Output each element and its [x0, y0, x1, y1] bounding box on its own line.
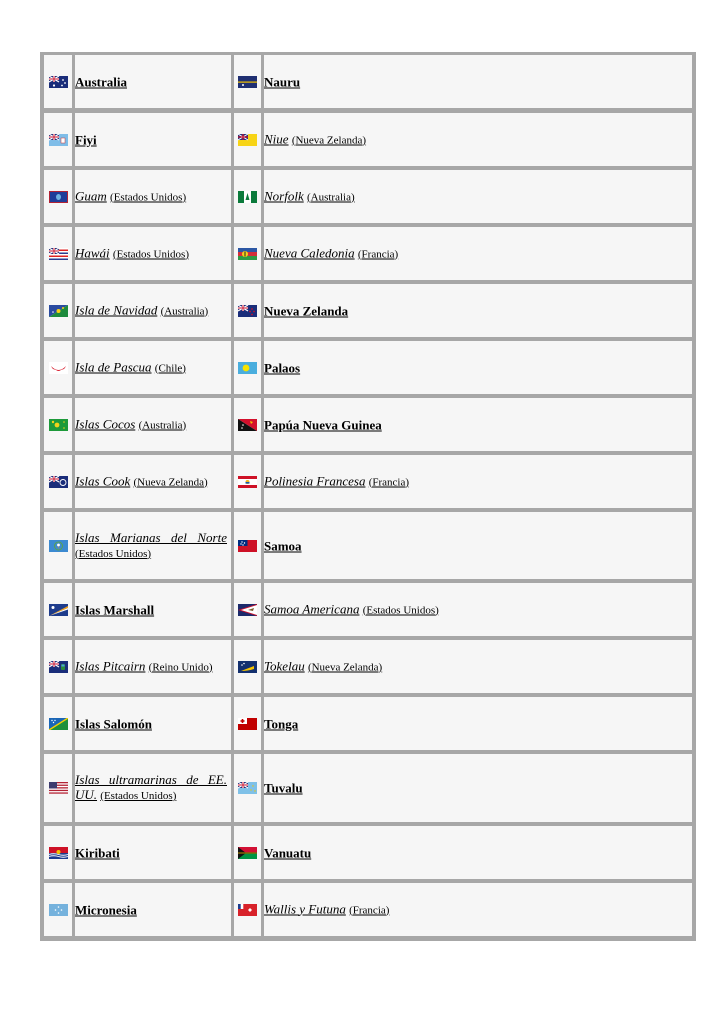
territory-text — [75, 74, 227, 89]
territory-cell — [75, 284, 231, 337]
flag-cell — [44, 170, 72, 223]
territory-cell — [75, 55, 231, 108]
sovereignty-label[interactable]: (Nueva Zelanda) — [133, 476, 208, 488]
flag-cell — [44, 697, 72, 750]
territory-cell — [264, 455, 692, 508]
territory-text — [264, 538, 688, 553]
flag-cell — [44, 455, 72, 508]
territory-text — [75, 716, 227, 731]
territory-link[interactable]: Islas Cocos — [75, 416, 136, 431]
territory-text — [264, 74, 688, 89]
flag-cell — [44, 55, 72, 108]
territory-cell — [75, 170, 231, 223]
flag-cell — [44, 583, 72, 636]
us-flag-icon — [49, 782, 68, 794]
new-caledonia-flag-icon — [238, 248, 257, 260]
territory-cell — [75, 583, 231, 636]
territory-cell — [264, 113, 692, 166]
territory-cell — [75, 113, 231, 166]
territory-cell — [75, 883, 231, 936]
territory-cell — [264, 640, 692, 693]
flag-cell — [44, 398, 72, 451]
territory-cell — [264, 512, 692, 579]
solomon-islands-flag-icon — [49, 718, 68, 730]
territory-text — [264, 473, 688, 490]
flag-cell — [44, 512, 72, 579]
flag-cell — [44, 284, 72, 337]
territory-cell — [75, 697, 231, 750]
samoa-flag-icon — [238, 540, 257, 552]
territory-text — [264, 901, 688, 918]
vanuatu-flag-icon — [238, 847, 257, 859]
territory-cell — [264, 227, 692, 280]
territory-link[interactable]: Guam — [75, 188, 107, 203]
territory-cell — [264, 341, 692, 394]
territory-link[interactable]: Hawái — [75, 245, 110, 260]
flag-cell — [44, 640, 72, 693]
territory-text — [75, 245, 227, 262]
territory-link[interactable]: Tonga — [264, 716, 299, 731]
territory-link[interactable]: Islas Salomón — [75, 716, 152, 731]
tokelau-flag-icon — [238, 661, 257, 673]
new-zealand-flag-icon — [238, 305, 257, 317]
territory-link[interactable]: Isla de Pascua — [75, 359, 152, 374]
territory-link[interactable]: Islas Pitcairn — [75, 658, 146, 673]
christmas-island-flag-icon — [49, 305, 68, 317]
territory-cell — [75, 455, 231, 508]
pitcairn-flag-icon — [49, 661, 68, 673]
territory-text — [75, 473, 227, 490]
fiji-flag-icon — [49, 134, 68, 146]
territory-link[interactable]: Australia — [75, 74, 127, 89]
territory-link[interactable]: Kiribati — [75, 845, 120, 860]
territory-link[interactable]: Palaos — [264, 360, 301, 375]
flag-cell — [44, 227, 72, 280]
territory-link[interactable]: Papúa Nueva Guinea — [264, 417, 382, 432]
hawaii-flag-icon — [49, 248, 68, 260]
territories-table — [40, 52, 696, 941]
flag-cell — [234, 640, 261, 693]
easter-island-flag-icon — [49, 362, 68, 374]
sovereignty-label[interactable]: (Australia) — [138, 419, 187, 431]
flag-cell — [44, 754, 72, 822]
territory-text — [75, 132, 227, 147]
territory-link[interactable]: Nueva Caledonia — [264, 245, 355, 260]
flag-cell — [234, 583, 261, 636]
territory-link[interactable]: Islas Marshall — [75, 602, 155, 617]
territory-text — [264, 417, 688, 432]
palau-flag-icon — [238, 362, 257, 374]
territory-link[interactable]: Islas Marianas del Norte — [75, 529, 227, 545]
cook-islands-flag-icon — [49, 476, 68, 488]
territory-link[interactable]: Nauru — [264, 74, 301, 89]
cocos-islands-flag-icon — [49, 419, 68, 431]
sovereignty-label[interactable]: (Estados Unidos) — [112, 248, 189, 260]
sovereignty-label[interactable]: (Reino Unido) — [148, 661, 213, 673]
kiribati-flag-icon — [49, 847, 68, 859]
flag-cell — [44, 826, 72, 879]
flag-cell — [234, 227, 261, 280]
sovereignty-label[interactable]: (Chile) — [154, 362, 186, 374]
territory-link[interactable]: Isla de Navidad — [75, 302, 158, 317]
territory-cell — [75, 227, 231, 280]
nauru-flag-icon — [238, 76, 257, 88]
territory-cell — [264, 55, 692, 108]
territory-link[interactable]: Samoa — [264, 538, 302, 553]
territory-link[interactable]: Fiyi — [75, 132, 97, 147]
territory-cell — [264, 284, 692, 337]
territory-text — [264, 131, 688, 148]
territory-cell — [75, 826, 231, 879]
territory-cell — [264, 826, 692, 879]
micronesia-flag-icon — [49, 904, 68, 916]
sovereignty-label[interactable]: (Francia) — [349, 904, 390, 916]
territory-text — [264, 781, 688, 796]
territory-text — [264, 658, 688, 675]
territory-text — [75, 359, 227, 376]
territory-link[interactable]: Samoa Americana — [264, 601, 360, 616]
marshall-islands-flag-icon — [49, 604, 68, 616]
northern-mariana-flag-icon — [49, 540, 68, 552]
flag-cell — [234, 826, 261, 879]
territory-link[interactable]: Nueva Zelanda — [264, 303, 349, 318]
flag-cell — [234, 455, 261, 508]
territory-text — [75, 416, 227, 433]
sovereignty-label[interactable]: (Australia) — [306, 191, 355, 203]
territory-text — [264, 845, 688, 860]
territory-link[interactable]: Micronesia — [75, 902, 137, 917]
territory-link[interactable]: Norfolk — [264, 188, 304, 203]
territory-text — [75, 188, 227, 205]
flag-cell — [234, 697, 261, 750]
territory-cell — [75, 341, 231, 394]
territory-text — [264, 360, 688, 375]
tonga-flag-icon — [238, 718, 257, 730]
territory-cell — [264, 697, 692, 750]
territory-link[interactable]: Islas Cook — [75, 473, 131, 488]
territory-link[interactable]: Tokelau — [264, 658, 305, 673]
niue-flag-icon — [238, 134, 257, 146]
territory-text — [75, 845, 227, 860]
flag-cell — [234, 754, 261, 822]
flag-cell — [234, 341, 261, 394]
flag-cell — [234, 284, 261, 337]
territory-cell — [264, 170, 692, 223]
australia-flag-icon — [49, 76, 68, 88]
sovereignty-label[interactable]: (Estados Unidos) — [110, 191, 187, 203]
norfolk-flag-icon — [238, 191, 257, 203]
flag-cell — [234, 113, 261, 166]
territory-link[interactable]: Tuvalu — [264, 780, 303, 796]
territory-cell — [75, 640, 231, 693]
territory-link[interactable]: Islas ultramarinas de EE. UU. — [75, 772, 227, 802]
sovereignty-label[interactable]: (Francia) — [357, 248, 399, 260]
territory-text — [264, 601, 688, 618]
sovereignty-label[interactable]: (Estados Unidos) — [100, 790, 177, 802]
american-samoa-flag-icon — [238, 604, 257, 616]
territory-text — [75, 772, 227, 804]
wallis-futuna-flag-icon — [238, 904, 257, 916]
sovereignty-label[interactable]: (Nueva Zelanda) — [307, 661, 383, 673]
sovereignty-label[interactable]: (Francia) — [368, 476, 410, 488]
territory-cell — [75, 398, 231, 451]
territory-text — [75, 658, 227, 675]
territory-cell — [264, 398, 692, 451]
territory-text — [75, 302, 227, 319]
flag-cell — [44, 883, 72, 936]
french-polynesia-flag-icon — [238, 476, 257, 488]
territory-text — [75, 602, 227, 617]
sovereignty-label[interactable]: (Nueva Zelanda) — [291, 134, 367, 146]
territory-cell — [264, 583, 692, 636]
flag-cell — [234, 512, 261, 579]
territory-link[interactable]: Polinesia Francesa — [264, 473, 366, 488]
territory-text — [264, 716, 688, 731]
territory-text — [264, 245, 688, 262]
territory-link[interactable]: Niue — [264, 131, 289, 146]
territory-cell — [75, 512, 231, 579]
territory-cell — [75, 754, 231, 822]
tuvalu-flag-icon — [238, 782, 257, 794]
territory-cell — [264, 883, 692, 936]
territory-link[interactable]: Vanuatu — [264, 845, 312, 860]
flag-cell — [234, 55, 261, 108]
sovereignty-label[interactable]: (Australia) — [160, 305, 209, 317]
flag-cell — [44, 113, 72, 166]
territory-text — [75, 530, 227, 562]
flag-cell — [234, 883, 261, 936]
territory-cell — [264, 754, 692, 822]
papua-new-guinea-flag-icon — [238, 419, 257, 431]
territory-text — [264, 303, 688, 318]
flag-cell — [44, 341, 72, 394]
guam-flag-icon — [49, 191, 68, 203]
flag-cell — [234, 170, 261, 223]
territory-text — [75, 902, 227, 917]
territory-link[interactable]: Wallis y Futuna — [264, 901, 346, 916]
flag-cell — [234, 398, 261, 451]
territory-text — [264, 188, 688, 205]
sovereignty-label[interactable]: (Estados Unidos) — [75, 547, 152, 560]
sovereignty-label[interactable]: (Estados Unidos) — [362, 604, 439, 616]
